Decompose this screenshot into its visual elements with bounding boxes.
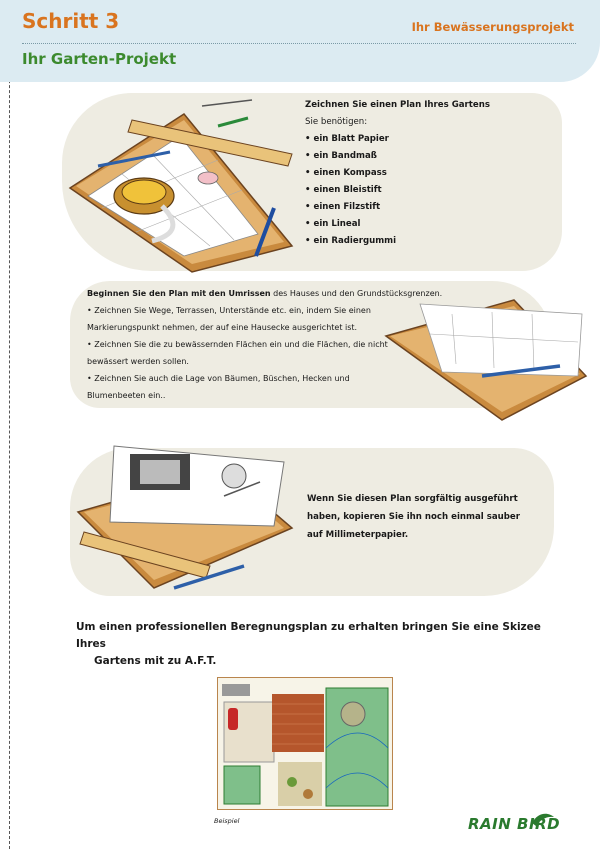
copy-plan-illustration [74, 440, 304, 590]
outline-line: Blumenbeeten ein.. [87, 391, 166, 400]
copy-text [307, 490, 520, 544]
drawing-tools-illustration [62, 96, 297, 276]
tools-intro: Sie benötigen: [305, 117, 368, 127]
logo-wordmark [468, 812, 598, 834]
outline-line: bewässert werden sollen. [87, 357, 189, 366]
list-item: • ein Blatt Papier [305, 134, 389, 144]
example-caption: Beispiel [214, 817, 240, 825]
list-item: • einen Bleistift [305, 185, 382, 195]
copy-line: auf Millimeterpapier. [307, 530, 409, 540]
copy-line: haben, kopieren Sie ihn noch einmal sauber [307, 512, 520, 522]
tools-text [305, 97, 490, 250]
list-item: • ein Bandmaß [305, 151, 377, 161]
outline-plan-illustration [382, 284, 590, 424]
list-item: • ein Radiergummi [305, 236, 397, 246]
bottom-line-1: Um einen professionellen Beregnungsplan zu erhalten bringen Sie eine Skizee Ihres [76, 621, 541, 650]
bottom-line-2: Gartens mit zu A.F.T. [94, 655, 217, 667]
example-plan-image [217, 677, 393, 810]
outline-line: • Zeichnen Sie Wege, Terrassen, Unterstände etc. ein, indem Sie einen [87, 306, 371, 315]
step-title: Schritt 3 [22, 9, 120, 33]
tools-heading: Zeichnen Sie einen Plan Ihres Gartens [305, 100, 490, 110]
logo-text: RAIN BIRD [468, 815, 561, 833]
bottom-instruction [76, 619, 556, 670]
cut-line [9, 0, 10, 849]
list-item: • einen Kompass [305, 168, 387, 178]
outline-line: Markierungspunkt nehmen, der auf eine Hausecke ausgerichtet ist. [87, 323, 358, 332]
page-subtitle: Ihr Garten-Projekt [22, 50, 177, 68]
header-divider [22, 43, 576, 44]
list-item: • ein Lineal [305, 219, 361, 229]
list-item: • einen Filzstift [305, 202, 381, 212]
project-title: Ihr Bewässerungsprojekt [411, 20, 574, 34]
garden-plan-illustration [218, 678, 392, 809]
outline-line: • Zeichnen Sie auch die Lage von Bäumen, Büschen, Hecken und [87, 374, 350, 383]
outline-lead-bold: Beginnen Sie den Plan mit den Umrissen [87, 289, 271, 298]
outline-lead-rest: des Hauses und den Grundstücksgrenzen. [270, 289, 443, 298]
copy-line: Wenn Sie diesen Plan sorgfältig ausgeführt [307, 494, 518, 504]
rain-bird-logo [468, 812, 598, 834]
outline-line: • Zeichnen Sie die zu bewässernden Flächen ein und die Flächen, die nicht [87, 340, 388, 349]
